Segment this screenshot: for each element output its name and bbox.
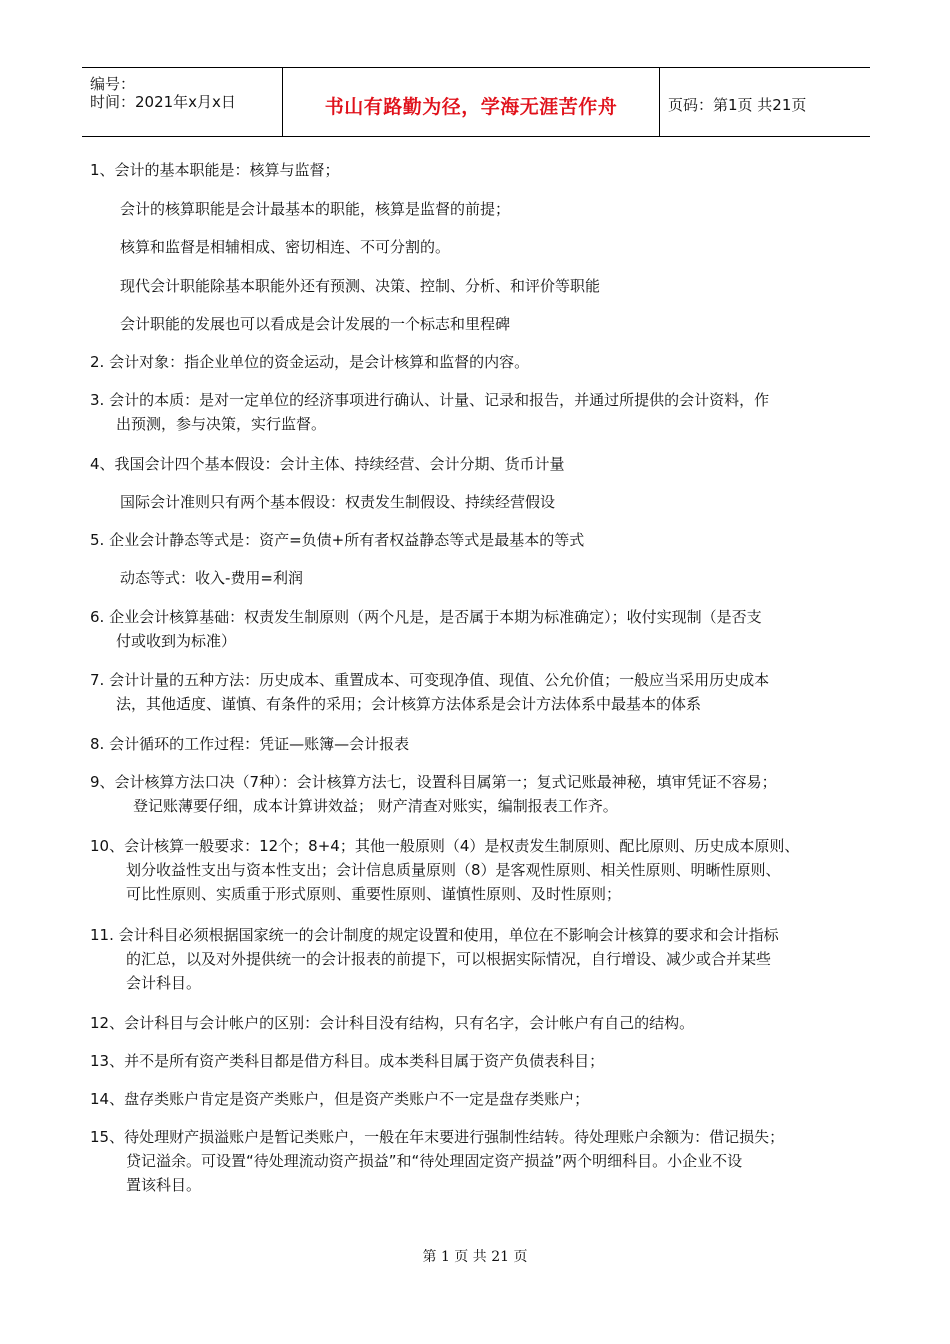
paragraph-line: 6. 企业会计核算基础：权责发生制原则（两个凡是，是否属于本期为标准确定）；收付实现制（是否支 bbox=[90, 608, 762, 626]
paragraph-line: 5. 企业会计静态等式是：资产=负债+所有者权益静态等式是最基本的等式 bbox=[90, 531, 585, 549]
document-header bbox=[82, 67, 870, 137]
paragraph-5-sub bbox=[120, 566, 900, 590]
paragraph-line: 1、会计的基本职能是：核算与监督； bbox=[90, 161, 340, 179]
paragraph-line: 8. 会计循环的工作过程：凭证—账簿—会计报表 bbox=[90, 735, 410, 753]
paragraph-7 bbox=[90, 668, 870, 716]
paragraph-line: 法，其他适度、谨慎、有条件的采用；会计核算方法体系是会计方法体系中最基本的体系 bbox=[116, 695, 702, 713]
paragraph-line: 9、会计核算方法口决（7种）：会计核算方法七，设置科目属第一；复式记账最神秘，填审凭证不容易； bbox=[90, 773, 777, 791]
paragraph-8 bbox=[90, 732, 870, 756]
paragraph-line: 付或收到为标准） bbox=[116, 632, 237, 650]
paragraph-line: 贷记溢余。可设置“待处理流动资产损益”和“待处理固定资产损益”两个明细科目。小企业不设 bbox=[126, 1152, 743, 1170]
paragraph-4 bbox=[90, 452, 870, 476]
paragraph-line: 的汇总，以及对外提供统一的会计报表的前提下，可以根据实际情况，自行增设、减少或合并某些 bbox=[126, 950, 772, 968]
date-label: 时间：2021年x月x日 bbox=[90, 93, 236, 111]
header-info-cell bbox=[82, 68, 283, 136]
paragraph-line: 出预测，参与决策，实行监督。 bbox=[116, 415, 327, 433]
header-page-cell bbox=[660, 68, 870, 136]
paragraph-line: 14、盘存类账户肯定是资产类账户，但是资产类账户不一定是盘存类账户； bbox=[90, 1090, 590, 1108]
paragraph-line: 登记账薄要仔细，成本计算讲效益； 财产清查对账实，编制报表工作齐。 bbox=[133, 797, 618, 815]
paragraph-line: 会计职能的发展也可以看成是会计发展的一个标志和里程碑 bbox=[120, 315, 511, 333]
paragraph-1-sub-3 bbox=[120, 274, 900, 298]
paragraph-line: 现代会计职能除基本职能外还有预测、决策、控制、分析、和评价等职能 bbox=[120, 277, 601, 295]
paragraph-line: 13、并不是所有资产类科目都是借方科目。成本类科目属于资产负债表科目； bbox=[90, 1052, 605, 1070]
paragraph-6 bbox=[90, 605, 870, 653]
paragraph-1 bbox=[90, 158, 870, 182]
paragraph-5 bbox=[90, 528, 870, 552]
paragraph-line: 3. 会计的本质：是对一定单位的经济事项进行确认、计量、记录和报告，并通过所提供的会计资料，作 bbox=[90, 391, 770, 409]
paragraph-line: 4、我国会计四个基本假设：会计主体、持续经营、会计分期、货币计量 bbox=[90, 455, 565, 473]
paragraph-line: 15、待处理财产损溢账户是暂记类账户，一般在年末要进行强制性结转。待处理账户余额为：借记损失； bbox=[90, 1128, 785, 1146]
number-label: 编号： bbox=[90, 75, 136, 93]
paragraph-line: 7. 会计计量的五种方法：历史成本、重置成本、可变现净值、现值、公允价值；一般应当采用历史成本 bbox=[90, 671, 770, 689]
paragraph-1-sub-2 bbox=[120, 235, 900, 259]
paragraph-line: 置该科目。 bbox=[126, 1176, 202, 1194]
paragraph-9 bbox=[90, 770, 870, 818]
paragraph-line: 国际会计准则只有两个基本假设：权责发生制假设、持续经营假设 bbox=[120, 493, 556, 511]
paragraph-1-sub-4 bbox=[120, 312, 900, 336]
paragraph-line: 划分收益性支出与资本性支出；会计信息质量原则（8）是客观性原则、相关性原则、明晰性原则、 bbox=[126, 861, 781, 879]
motto-text: 书山有路勤为径，学海无涯苦作舟 bbox=[324, 96, 618, 118]
paragraph-2 bbox=[90, 350, 870, 374]
page-footer: 第 1 页 共 21 页 bbox=[422, 1249, 528, 1265]
paragraph-3 bbox=[90, 388, 870, 436]
paragraph-11 bbox=[90, 923, 870, 995]
paragraph-line: 会计科目。 bbox=[126, 974, 202, 992]
paragraph-line: 2. 会计对象：指企业单位的资金运动，是会计核算和监督的内容。 bbox=[90, 353, 530, 371]
paragraph-line: 会计的核算职能是会计最基本的职能，核算是监督的前提； bbox=[120, 200, 511, 218]
paragraph-line: 10、会计核算一般要求：12个；8+4；其他一般原则（4）是权责发生制原则、配比原则、历史成本原则、 bbox=[90, 837, 800, 855]
header-motto-cell bbox=[283, 68, 660, 136]
paragraph-1-sub-1 bbox=[120, 197, 900, 221]
paragraph-line: 核算和监督是相辅相成、密切相连、不可分割的。 bbox=[120, 238, 451, 256]
paragraph-10 bbox=[90, 834, 870, 906]
paragraph-line: 12、会计科目与会计帐户的区别：会计科目没有结构，只有名字，会计帐户有自己的结构。 bbox=[90, 1014, 695, 1032]
paragraph-12 bbox=[90, 1011, 870, 1035]
paragraph-13 bbox=[90, 1049, 870, 1073]
paragraph-line: 可比性原则、实质重于形式原则、重要性原则、谨慎性原则、及时性原则； bbox=[126, 885, 622, 903]
paragraph-line: 11. 会计科目必须根据国家统一的会计制度的规定设置和使用，单位在不影响会计核算的要求和会计指标 bbox=[90, 926, 779, 944]
paragraph-15 bbox=[90, 1125, 870, 1197]
paragraph-4-sub bbox=[120, 490, 900, 514]
page-label: 页码：第1页 共21页 bbox=[668, 96, 807, 114]
paragraph-14 bbox=[90, 1087, 870, 1111]
paragraph-line: 动态等式：收入-费用=利润 bbox=[120, 569, 303, 587]
